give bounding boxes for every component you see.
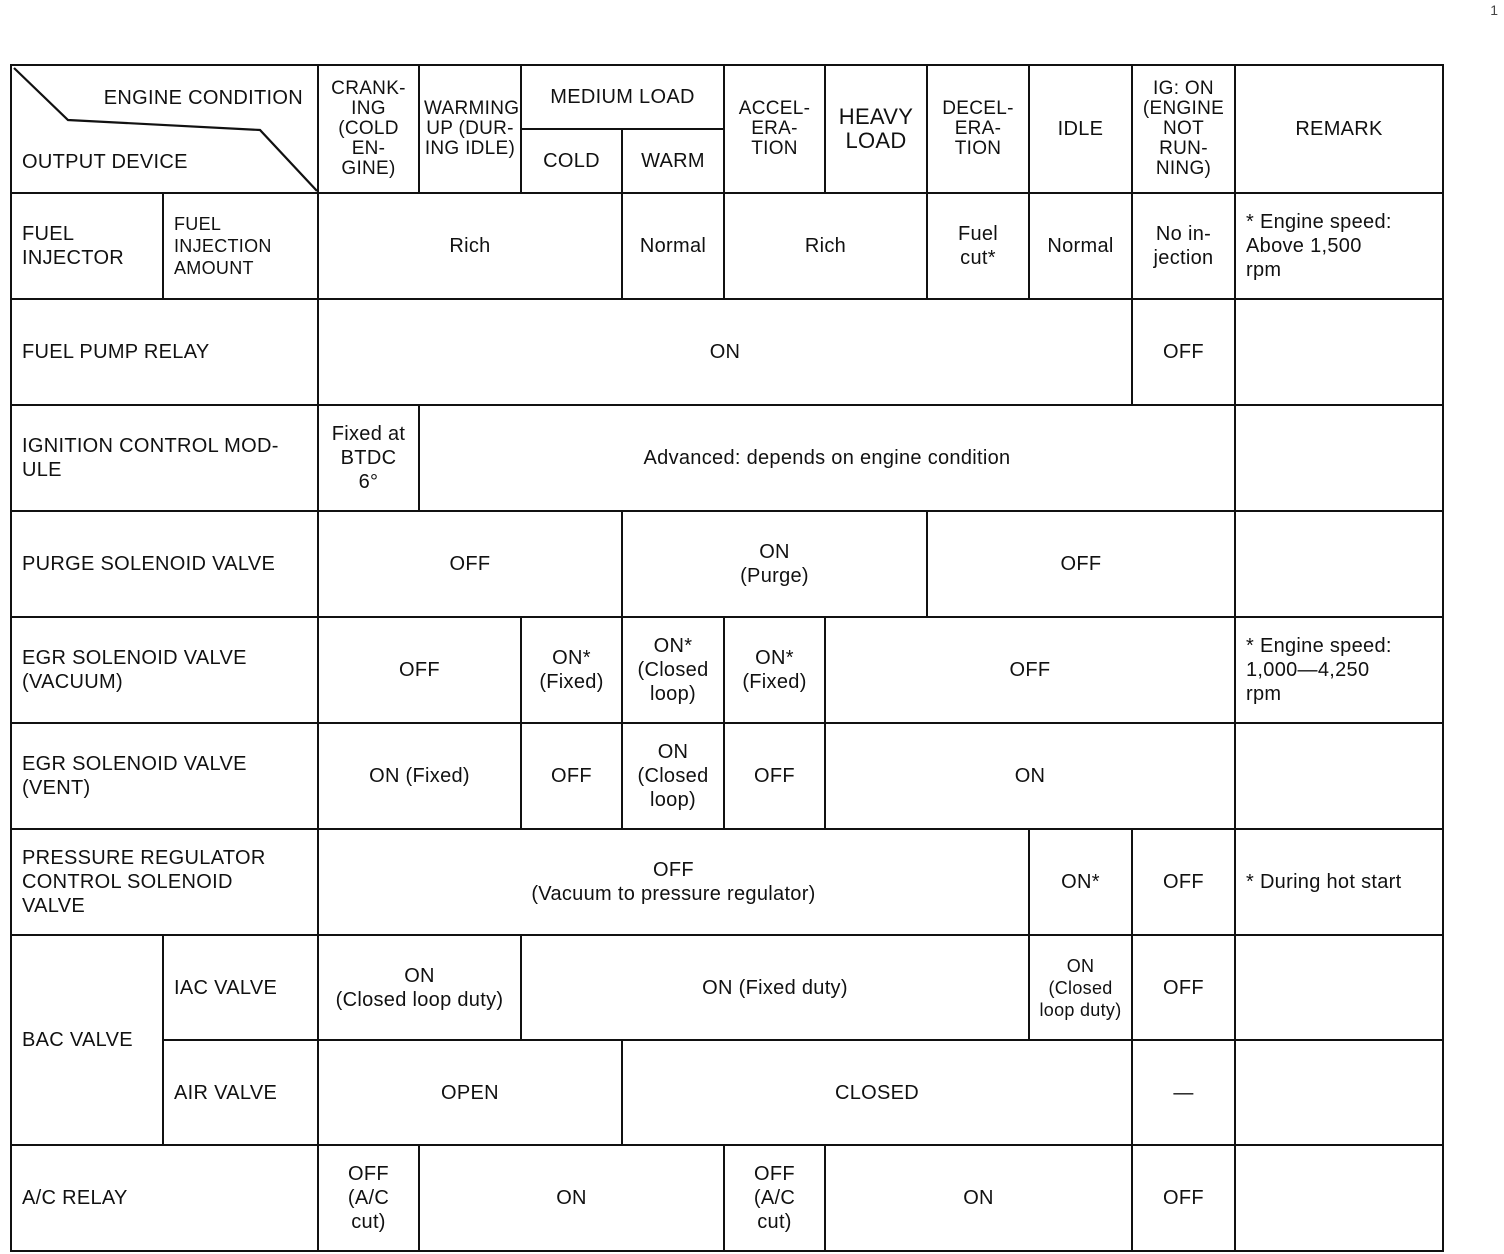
engine-condition-label: ENGINE CONDITION bbox=[103, 87, 303, 109]
corner-header-cell bbox=[11, 65, 318, 193]
device-fuel-pump-relay: FUEL PUMP RELAY bbox=[11, 299, 318, 405]
cell-value: ON (Purge) bbox=[622, 511, 927, 617]
header-cranking: CRANK- ING (COLD EN- GINE) bbox=[318, 65, 419, 193]
cell-value: ON (Fixed) bbox=[318, 723, 521, 829]
cell-value: OFF bbox=[318, 617, 521, 723]
cell-value: OFF (Vacuum to pressure regulator) bbox=[318, 829, 1029, 935]
cell-value: OFF (A/C cut) bbox=[724, 1145, 825, 1251]
cell-value: Normal bbox=[1029, 193, 1132, 299]
header-warm: WARM bbox=[622, 129, 724, 193]
cell-value: No in- jection bbox=[1132, 193, 1235, 299]
sub-fuel-injection-amount: FUEL INJECTION AMOUNT bbox=[163, 193, 318, 299]
cell-value: Normal bbox=[622, 193, 724, 299]
remark-cell: * Engine speed: 1,000—4,250 rpm bbox=[1235, 617, 1443, 723]
cell-value: OFF bbox=[724, 723, 825, 829]
device-ac-relay: A/C RELAY bbox=[11, 1145, 318, 1251]
device-fuel-injector: FUEL INJECTOR bbox=[11, 193, 163, 299]
header-medium-load: MEDIUM LOAD bbox=[521, 65, 724, 129]
remark-cell bbox=[1235, 405, 1443, 511]
cell-value: ON* (Fixed) bbox=[521, 617, 622, 723]
cell-value: OFF bbox=[927, 511, 1235, 617]
cell-value: Fuel cut* bbox=[927, 193, 1029, 299]
cell-value: ON* (Fixed) bbox=[724, 617, 825, 723]
table-row bbox=[11, 299, 1443, 405]
table-row bbox=[11, 405, 1443, 511]
cell-value: ON bbox=[825, 723, 1235, 829]
remark-cell: * Engine speed: Above 1,500 rpm bbox=[1235, 193, 1443, 299]
remark-cell bbox=[1235, 935, 1443, 1040]
remark-cell bbox=[1235, 511, 1443, 617]
header-ig-on: IG: ON (ENGINE NOT RUN- NING) bbox=[1132, 65, 1235, 193]
cell-value: OFF bbox=[318, 511, 622, 617]
cell-value: ON bbox=[419, 1145, 724, 1251]
header-acceleration: ACCEL- ERA- TION bbox=[724, 65, 825, 193]
cell-value: ON* bbox=[1029, 829, 1132, 935]
cell-value: OFF bbox=[521, 723, 622, 829]
page-corner-mark: 1 bbox=[1490, 2, 1498, 18]
table-row bbox=[11, 829, 1443, 935]
remark-cell bbox=[1235, 1145, 1443, 1251]
cell-value: OFF (A/C cut) bbox=[318, 1145, 419, 1251]
cell-value: Fixed at BTDC 6° bbox=[318, 405, 419, 511]
device-egr-solenoid-vent: EGR SOLENOID VALVE (VENT) bbox=[11, 723, 318, 829]
header-idle: IDLE bbox=[1029, 65, 1132, 193]
cell-value: ON (Closed loop duty) bbox=[1029, 935, 1132, 1040]
header-deceleration: DECEL- ERA- TION bbox=[927, 65, 1029, 193]
sub-air-valve: AIR VALVE bbox=[163, 1040, 318, 1145]
cell-value: Rich bbox=[724, 193, 927, 299]
cell-value: — bbox=[1132, 1040, 1235, 1145]
table-row bbox=[11, 723, 1443, 829]
cell-value: Rich bbox=[318, 193, 622, 299]
sub-iac-valve: IAC VALVE bbox=[163, 935, 318, 1040]
output-device-label: OUTPUT DEVICE bbox=[22, 151, 188, 173]
cell-value: ON (Closed loop) bbox=[622, 723, 724, 829]
cell-value: OPEN bbox=[318, 1040, 622, 1145]
table-row bbox=[11, 1040, 1443, 1145]
device-bac-valve: BAC VALVE bbox=[11, 935, 163, 1145]
device-purge-solenoid-valve: PURGE SOLENOID VALVE bbox=[11, 511, 318, 617]
cell-value: OFF bbox=[1132, 1145, 1235, 1251]
cell-value: ON (Closed loop duty) bbox=[318, 935, 521, 1040]
table-row bbox=[11, 617, 1443, 723]
remark-cell: * During hot start bbox=[1235, 829, 1443, 935]
table-row bbox=[11, 935, 1443, 1040]
cell-value: Advanced: depends on engine condition bbox=[419, 405, 1235, 511]
table-row bbox=[11, 193, 1443, 299]
device-pressure-regulator-control-solenoid: PRESSURE REGULATOR CONTROL SOLENOID VALVE bbox=[11, 829, 318, 935]
cell-value: OFF bbox=[1132, 829, 1235, 935]
cell-value: ON* (Closed loop) bbox=[622, 617, 724, 723]
cell-value: CLOSED bbox=[622, 1040, 1132, 1145]
remark-cell bbox=[1235, 723, 1443, 829]
header-heavy-load: HEAVY LOAD bbox=[825, 65, 927, 193]
cell-value: OFF bbox=[1132, 299, 1235, 405]
cell-value: ON (Fixed duty) bbox=[521, 935, 1029, 1040]
header-cold: COLD bbox=[521, 129, 622, 193]
device-ignition-control-module: IGNITION CONTROL MOD- ULE bbox=[11, 405, 318, 511]
device-egr-solenoid-vacuum: EGR SOLENOID VALVE (VACUUM) bbox=[11, 617, 318, 723]
remark-cell bbox=[1235, 1040, 1443, 1145]
table-row bbox=[11, 1145, 1443, 1251]
cell-value: OFF bbox=[825, 617, 1235, 723]
cell-value: ON bbox=[318, 299, 1132, 405]
output-device-table bbox=[10, 64, 1444, 1252]
cell-value: OFF bbox=[1132, 935, 1235, 1040]
header-warming-up: WARMING UP (DUR- ING IDLE) bbox=[419, 65, 521, 193]
remark-cell bbox=[1235, 299, 1443, 405]
header-remark: REMARK bbox=[1235, 65, 1443, 193]
header-row-top bbox=[11, 65, 1443, 129]
table-row bbox=[11, 511, 1443, 617]
cell-value: ON bbox=[825, 1145, 1132, 1251]
